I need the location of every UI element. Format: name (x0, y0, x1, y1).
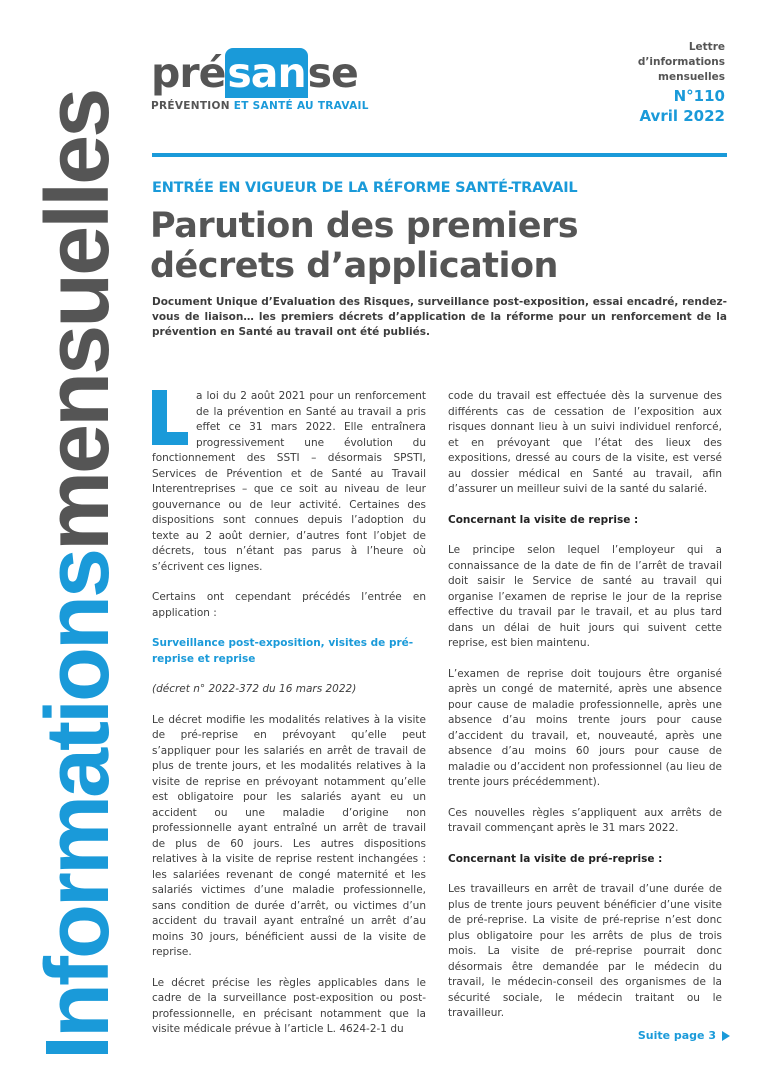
tagline-prevention: PRÉVENTION (151, 100, 230, 112)
continue-link[interactable] (638, 1029, 730, 1042)
section-heading-reprise: Concernant la visite de reprise : (448, 513, 639, 526)
paragraph: Le décret précise les règles applicables dans le cadre de la surveillance post-exposition ou post-professionnelle, en précisant notamment que la visite médicale prévue à l’article L. 4624-2-1 du (152, 976, 426, 1035)
issue-date: Avril 2022 (639, 107, 725, 125)
paragraph: a loi du 2 août 2021 pour un renforcement de la prévention en Santé au travail a pris effet ce 31 mars 2022. Elle entraînera progressivement une évolution du fonctionnement des SSTI – désormais SPSTI, Services de Prévention et de Santé au Travail Interentreprises – que ce soit au niveau de leur gouvernance ou de leur activité. Certaines des dispositions sont connues depuis l’adoption du texte au 2 août dernier, d’autres font l’objet de décrets, tous n’étant pas parus à l’heure où s’écrivent ces lignes. (152, 390, 426, 573)
issue-line-1: Lettre (688, 41, 725, 53)
issue-line-2: d’informations (637, 56, 725, 68)
logo-part-pre: pré (151, 49, 226, 97)
paragraph: Ces nouvelles règles s’appliquent aux arrêts de travail commençant après le 31 mars 2022. (448, 806, 722, 834)
headline-line-1: Parution des premiers (150, 206, 579, 246)
issue-info (638, 40, 725, 125)
left-column (152, 389, 426, 1053)
paragraph: Le principe selon lequel l’employeur qui a connaissance de la date de fin de l’arrêt de travail doit saisir le Service de santé au travail qui organise l’examen de reprise le jour de la reprise effective du travail par le travail, et au plus tard dans un délai de huit jours qui suivent cette reprise, est bien maintenu. (448, 544, 722, 649)
article-headline (150, 206, 578, 286)
article-lead: Document Unique d’Evaluation des Risques, surveillance post-exposition, essai encadré, rendez-vous de liaison… les premiers décrets d’application de la réforme pour un renforcement de la prévention en Santé au travail ont été publiés. (152, 296, 727, 338)
logo-part-san: san (227, 49, 306, 97)
continue-label: Suite page 3 (637, 1029, 716, 1042)
masthead-mensuelles: mensuelles (28, 90, 128, 551)
logo-wordmark (151, 48, 369, 98)
section-subhead: Surveillance post-exposition, visites de pré-reprise et reprise (152, 637, 414, 665)
masthead-informations: Informations (28, 550, 128, 1060)
dropcap-L-icon (152, 390, 188, 445)
header-divider (152, 153, 727, 157)
paragraph: Le décret modifie les modalités relatives à la visite de pré-reprise en prévoyant qu’elle peut s’appliquer pour les salariés en arrêt de travail de plus de trente jours, et les modalités relatives à la visite de reprise en prévoyant notamment qu’elle est obligatoire pour les salariés ayant eu un accident ou une maladie d’origine non professionnelle ayant entraîné un arrêt de travail de plus de 60 jours. Les autres dispositions relatives à la visite de reprise restent inchangées : les salariées revenant de congé maternité et les salariés victimes d’une maladie professionnelle, sans condition de durée d’arrêt, ou victimes d’un accident du travail ayant entraîné un arrêt d’au moins 30 jours, bénéficient aussi de la visite de reprise. (152, 713, 426, 958)
logo-tagline (151, 100, 369, 112)
play-arrow-icon (722, 1031, 730, 1041)
headline-line-2: décrets d’application (150, 246, 558, 286)
paragraph: Les travailleurs en arrêt de travail d’une durée de plus de trente jours peuvent bénéficier d’une visite de pré-reprise. La visite de pré-reprise n’est donc plus obligatoire pour les arrêts de plus de trois mois. La visite de pré-reprise pourrait donc désormais être demandée par le médecin du travail, le médecin-conseil des organismes de la sécurité sociale, le médecin traitant ou le travailleur. (448, 883, 722, 1019)
issue-line-3: mensuelles (658, 71, 725, 83)
logo-part-se: se (307, 49, 358, 97)
article-kicker: ENTRÉE EN VIGUEUR DE LA RÉFORME SANTÉ-TRAVAIL (152, 180, 578, 196)
paragraph: L’examen de reprise doit toujours être organisé après un congé de maternité, après une absence pour cause de maladie professionnelle, après une absence d’au moins trente jours pour cause d’accident du travail, et, nouveauté, après une absence d’au moins 60 jours pour cause de maladie ou d’accident non professionnel (au lieu de trente jours précédemment). (448, 667, 722, 788)
right-column (448, 389, 722, 1037)
issue-number: N°110 (673, 87, 725, 105)
vertical-masthead (28, 90, 128, 1060)
section-heading-pre-reprise: Concernant la visite de pré-reprise : (448, 852, 663, 865)
tagline-sante-travail: ET SANTÉ AU TRAVAIL (233, 100, 369, 112)
decree-reference: (décret n° 2022-372 du 16 mars 2022) (152, 683, 357, 695)
paragraph: Certains ont cependant précédés l’entrée en application : (152, 591, 426, 619)
paragraph: code du travail est effectuée dès la survenue des différents cas de cessation de l’exposition aux risques donnant lieu à un suivi individuel renforcé, et en prévoyant que l’état des lieux des expositions, dressé au cours de la visite, est versé au dossier médical en Santé au travail, afin d’assurer un meilleur suivi de la santé du salarié. (448, 390, 722, 495)
presanse-logo (151, 48, 369, 112)
